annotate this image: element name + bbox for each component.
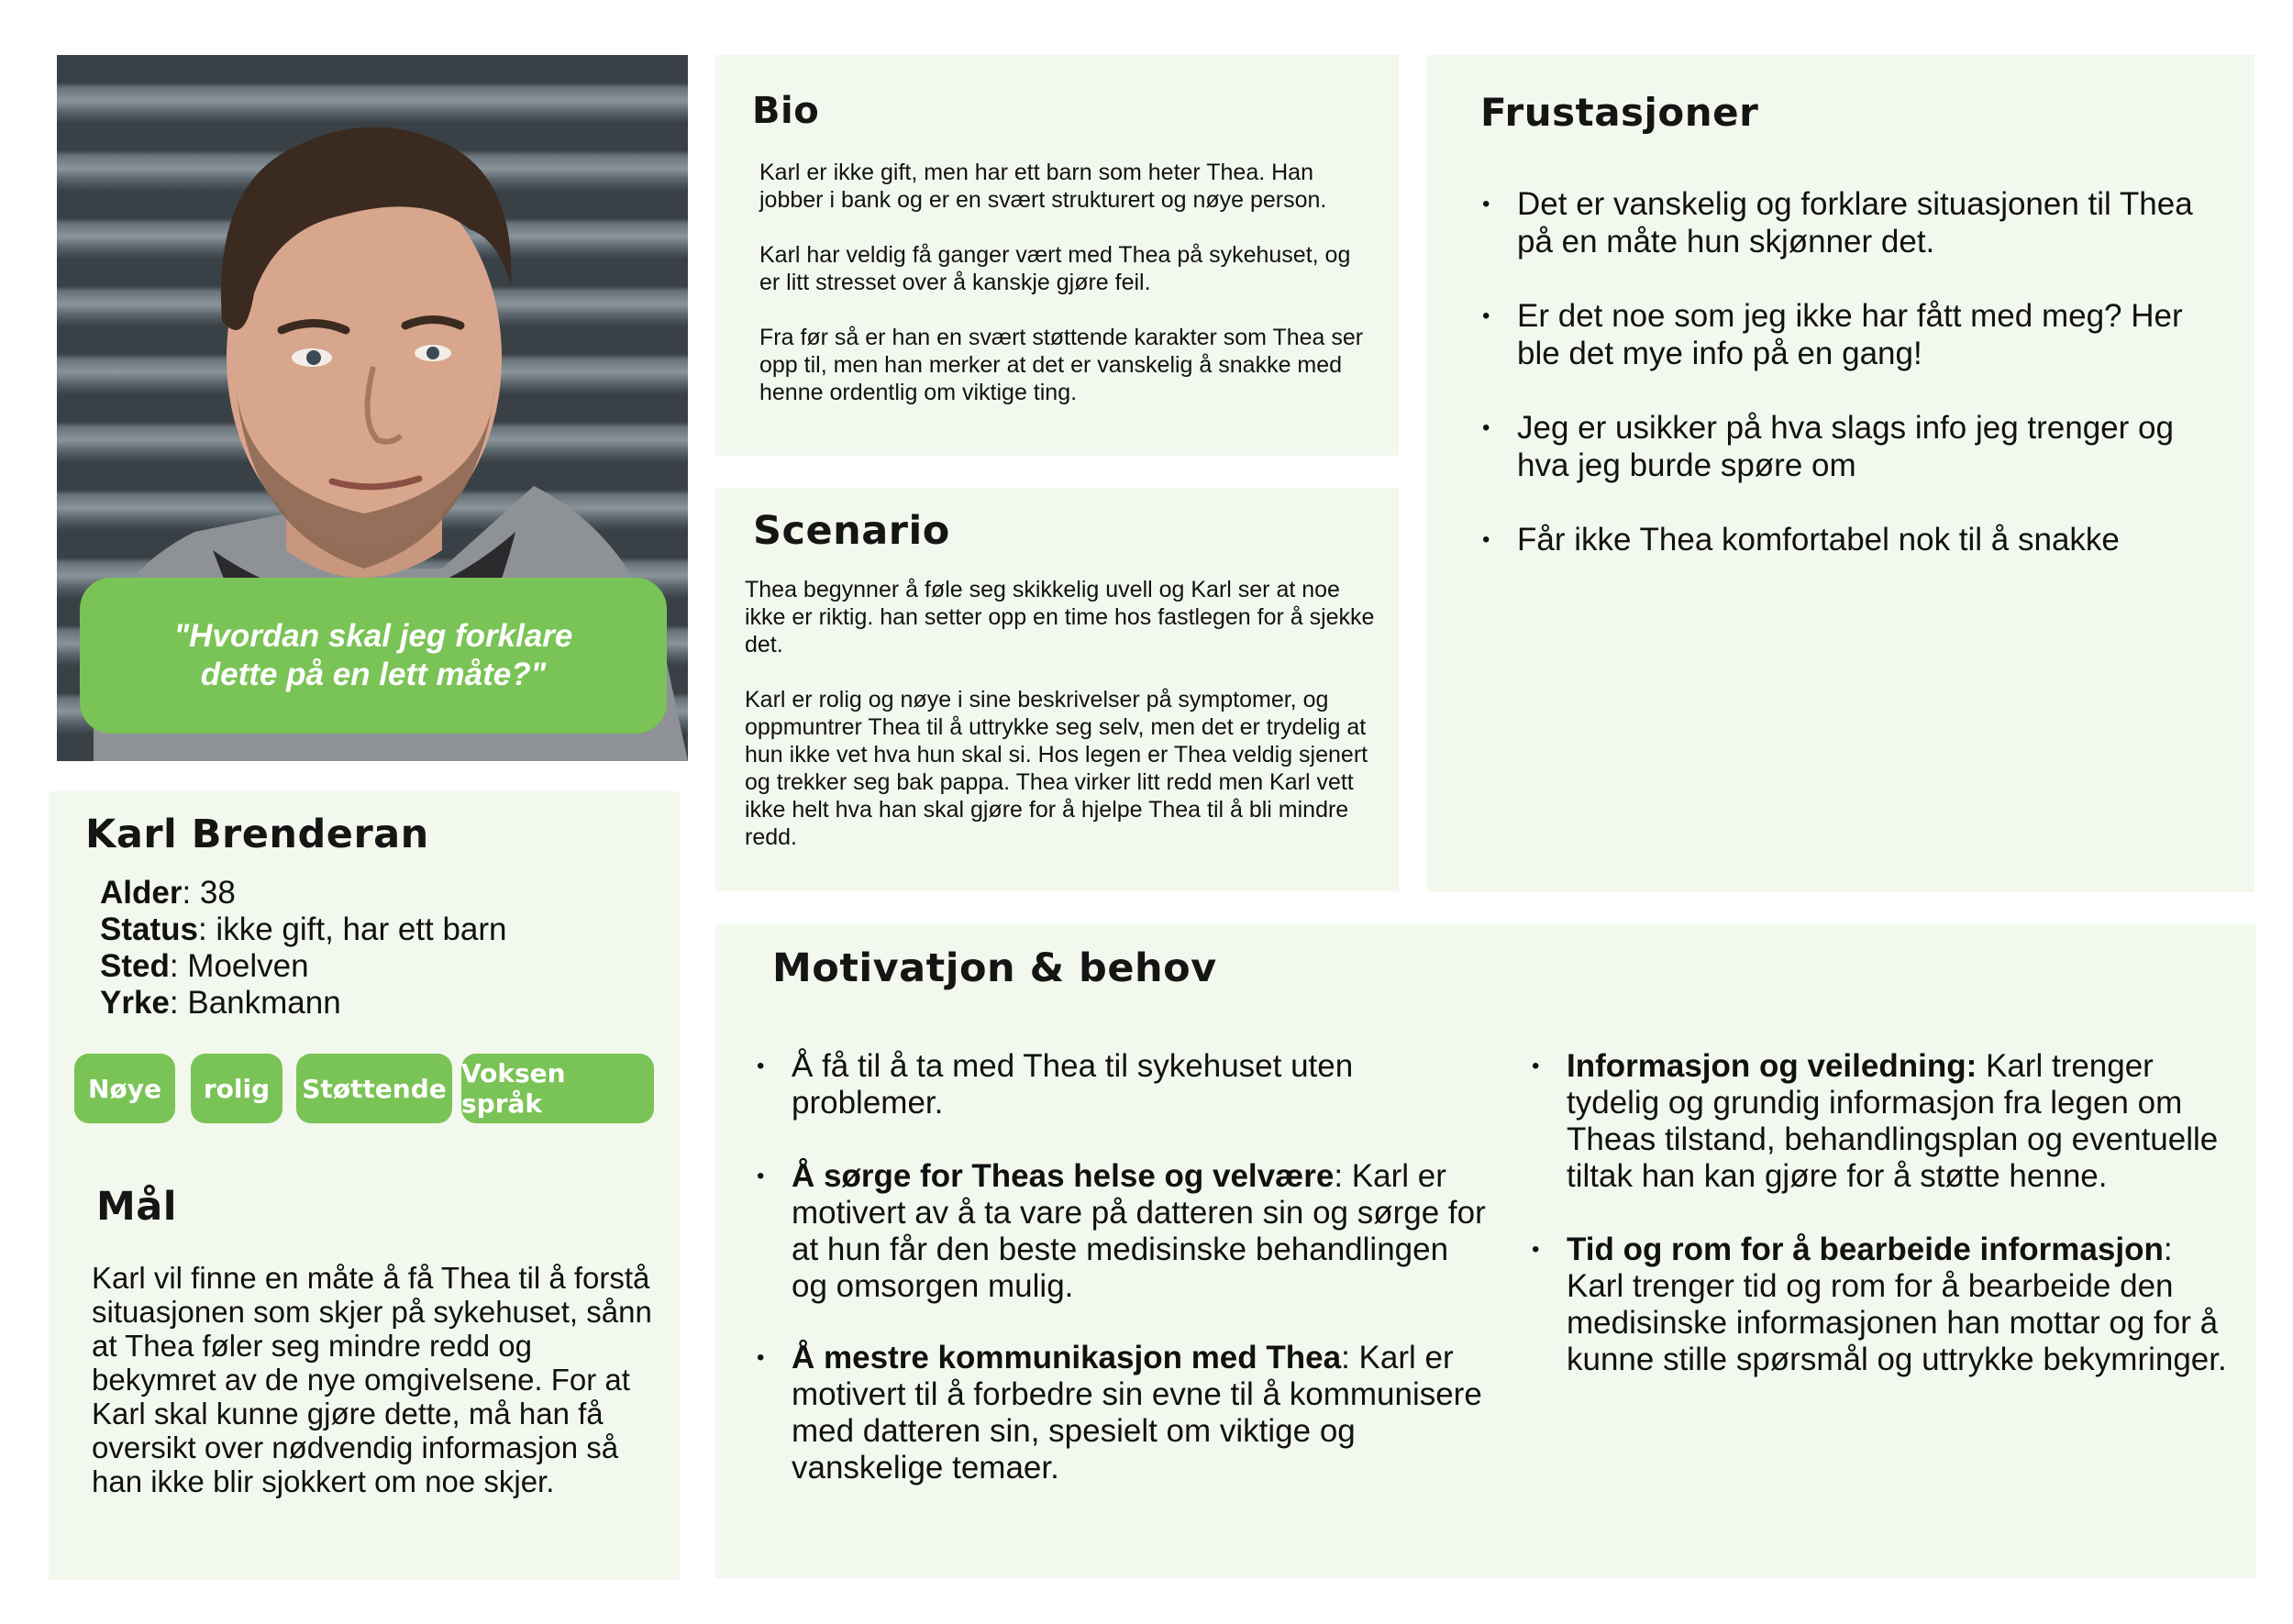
goal-title: Mål [96,1184,178,1230]
bullet-icon: • [1482,304,1490,328]
bullet-icon: • [1482,415,1490,440]
motivation-title: Motivatjon & behov [772,945,1217,991]
fact-value: : ikke gift, har ett barn [197,911,507,947]
bio-panel [715,55,1399,456]
motivation-panel [715,923,2256,1578]
trait-tag: rolig [191,1054,282,1123]
scenario-paragraph: Thea begynner å føle seg skikkelig uvell og Karl ser at noe ikke er riktig. han setter opp en time hos fastlegen for å sjekke det. [745,577,1375,657]
scenario-title: Scenario [753,508,950,554]
motivation-bold: Å mestre kommunikasjon med Thea [792,1340,1342,1375]
frustration-text: Er det noe som jeg ikke har fått med meg? Her ble det mye info på en gang! [1517,298,2183,371]
fact-location [100,948,309,985]
bullet-icon: • [1532,1237,1540,1262]
scenario-panel [715,488,1399,891]
trait-tag: Støttende [296,1054,452,1123]
bullet-icon: • [1482,527,1490,552]
quote-bubble [80,578,667,734]
frustration-item [1482,185,2223,260]
frustration-item [1482,409,2223,484]
fact-value: : 38 [182,875,236,911]
frustration-text: Det er vanskelig og forklare situasjonen til Thea på en måte hun skjønner det. [1517,186,2193,260]
bio-title: Bio [752,90,820,132]
bullet-icon: • [757,1345,765,1370]
frustration-text: Jeg er usikker på hva slags info jeg trenger og hva jeg burde spøre om [1517,410,2174,483]
motivation-bold: Informasjon og veiledning: [1567,1048,1977,1084]
bullet-icon: • [1532,1054,1540,1078]
frustration-text: Får ikke Thea komfortabel nok til å snakke [1517,522,2120,558]
motivation-text: : Karl er motivert til å forbedre sin evne til å kommunisere med datteren sin, spesielt om viktige og vanskelige temaer. [792,1340,1482,1486]
fact-label: Sted [100,948,170,984]
motivation-item [757,1048,1489,1121]
fact-status [100,911,507,948]
bio-paragraph: Fra før så er han en svært støttende karakter som Thea ser opp til, men han merker at det er vanskelig å snakke med henne ordentlig om viktige ting. [759,325,1364,405]
fact-label: Yrke [100,985,170,1021]
trait-tag: Nøye [74,1054,175,1123]
frustration-item [1482,521,2223,558]
frustration-item [1482,297,2223,372]
scenario-paragraph: Karl er rolig og nøye i sine beskrivelser på symptomer, og oppmuntrer Thea til å uttrykke seg selv, men det er trydelig at hun ikke vet hva hun skal si. Hos legen er Thea veldig sjenert og trekker seg bak pappa. Thea virker litt redd men Karl vett ikke helt hva han skal gjøre for å hjelpe Thea til å bli mindre redd. [745,687,1368,850]
fact-value: : Bankmann [169,985,341,1021]
fact-label: Status [100,911,198,947]
motivation-text: : Karl er motivert av å ta vare på datteren sin og sørge for at hun får den beste medisinske behandlingen og omsorgen mulig. [792,1158,1486,1304]
fact-age [100,875,236,911]
bullet-icon: • [757,1054,765,1078]
persona-quote: "Hvordan skal jeg forklare dette på en lett måte?" [173,618,573,692]
bullet-icon: • [1482,192,1490,216]
bullet-icon: • [757,1164,765,1188]
motivation-item [1532,1048,2236,1195]
motivation-item [1532,1232,2236,1378]
motivation-item [757,1158,1489,1305]
bio-paragraph: Karl er ikke gift, men har ett barn som heter Thea. Han jobber i bank og er en svært strukturert og nøye person. [759,160,1327,213]
motivation-bold: Å sørge for Theas helse og velvære [792,1158,1335,1194]
fact-label: Alder [100,875,183,911]
motivation-item [757,1340,1489,1486]
goal-text: Karl vil finne en måte å få Thea til å forstå situasjonen som skjer på sykehuset, sånn at Thea føler seg mindre redd og bekymret av de nye omgivelsene. For at Karl skal kunne gjøre dette, må han få oversikt over nødvendig informasjon så han ikke blir sjokkert om noe skjer. [92,1261,652,1498]
fact-occupation [100,985,341,1022]
motivation-bold: Tid og rom for å bearbeide informasjon [1567,1232,2164,1267]
frustrations-panel [1427,55,2254,892]
bio-paragraph: Karl har veldig få ganger vært med Thea på sykehuset, og er litt stresset over å kanskje gjøre feil. [759,242,1351,295]
frustrations-title: Frustasjoner [1480,90,1759,135]
motivation-text: Karl trenger tydelig og grundig informasjon fra legen om Theas tilstand, behandlingsplan og eventuelle tiltak han kan gjøre for å støtte henne. [1567,1048,2219,1194]
fact-value: : Moelven [169,948,309,984]
profile-panel [49,791,680,1580]
motivation-text: Å få til å ta med Thea til sykehuset uten problemer. [792,1048,1354,1121]
trait-tag: Voksen språk [461,1054,654,1123]
motivation-text: : Karl trenger tid og rom for å bearbeide den medisinske informasjonen han mottar og for å kunne stille spørsmål og uttrykke bekymringer. [1567,1232,2227,1377]
persona-name: Karl Brenderan [85,812,429,857]
